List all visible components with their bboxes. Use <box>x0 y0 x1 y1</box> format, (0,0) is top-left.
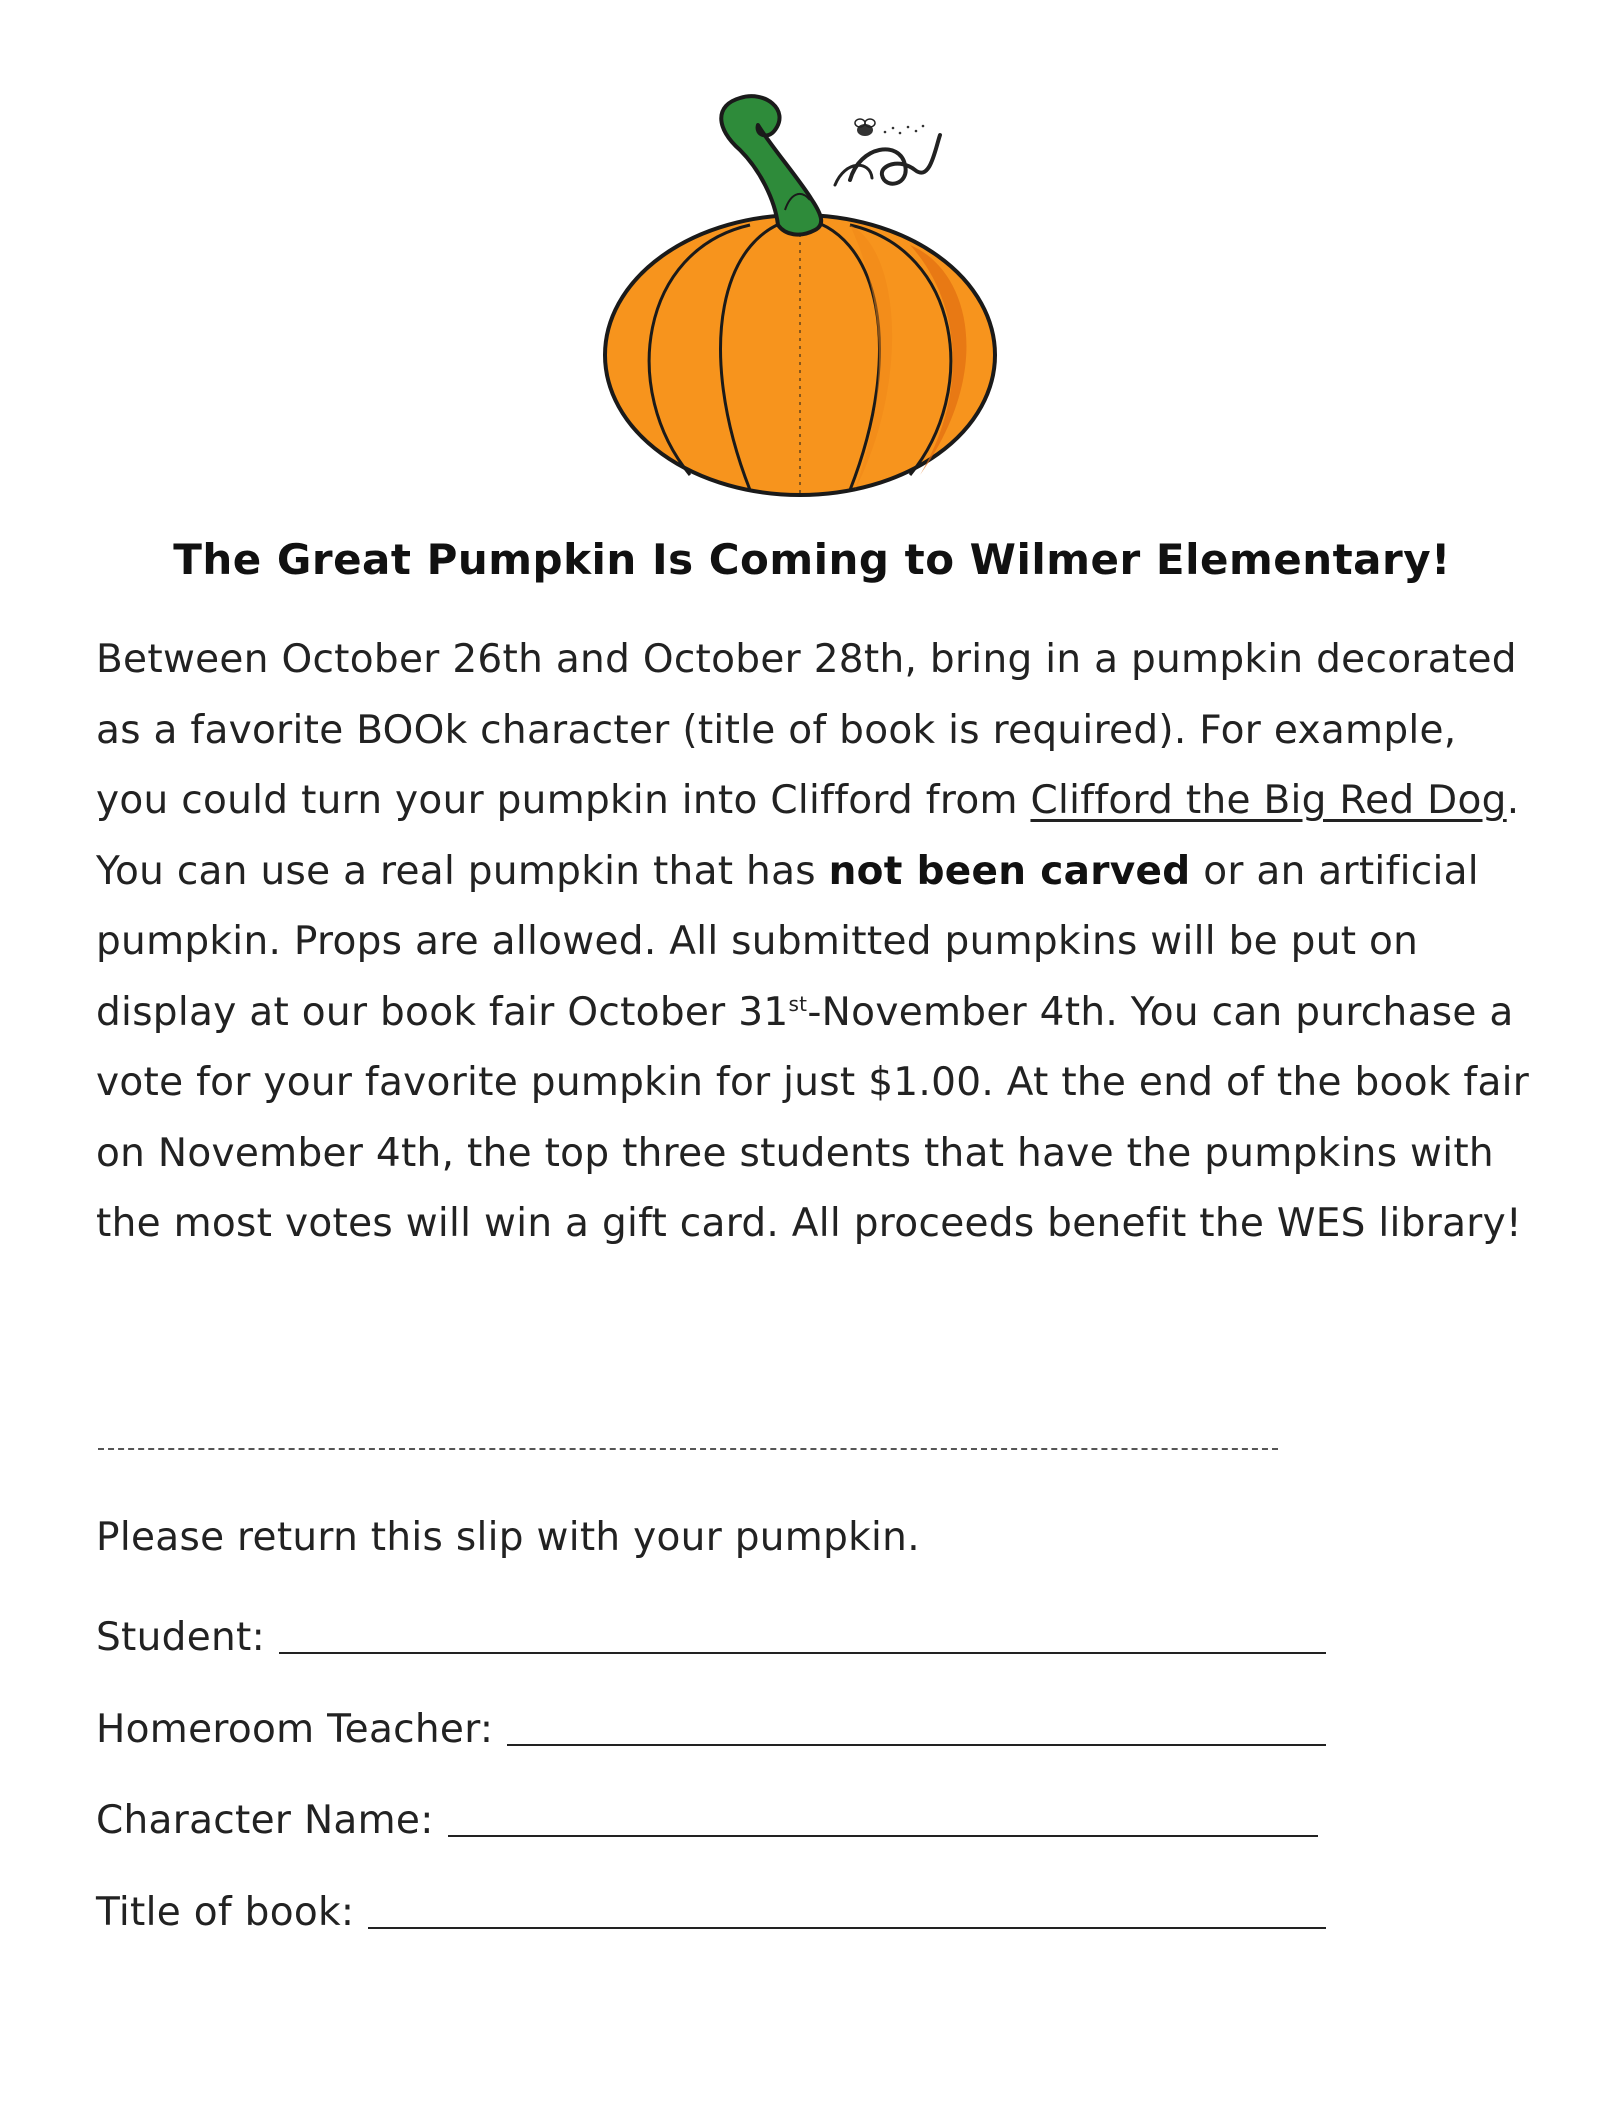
character-name-blank-line[interactable] <box>448 1835 1318 1837</box>
pumpkin-icon <box>600 90 1020 510</box>
character-name-label: Character Name: <box>96 1798 434 1843</box>
cut-here-divider <box>98 1448 1278 1450</box>
ordinal-suffix: st <box>788 991 808 1016</box>
return-slip-note: Please return this slip with your pumpkin. <box>96 1515 920 1560</box>
book-title-label: Title of book: <box>96 1890 355 1935</box>
homeroom-teacher-blank-line[interactable] <box>507 1744 1326 1746</box>
description-part-2: . You can use a real pumpkin that has <box>96 778 1520 894</box>
student-blank-line[interactable] <box>279 1652 1326 1654</box>
book-example-title: Clifford the Big Red Dog <box>1030 778 1507 823</box>
homeroom-teacher-label: Homeroom Teacher: <box>96 1707 494 1752</box>
description-part-3: or an artificial pumpkin. Props are allowed. All submitted pumpkins will be put on display at our book fair October 31 <box>96 848 1479 1035</box>
student-field <box>96 1600 1326 1660</box>
character-name-field <box>96 1783 1318 1843</box>
student-label: Student: <box>96 1615 266 1660</box>
homeroom-teacher-field <box>96 1692 1326 1752</box>
flyer-headline: The Great Pumpkin Is Coming to Wilmer Elementary! <box>173 535 1451 584</box>
description-part-1: Between October 26th and October 28th, bring in a pumpkin decorated as a favorite BOOk character (title of book is required). For example, you could turn your pumpkin into Clifford from <box>96 637 1517 823</box>
event-description <box>96 625 1536 1260</box>
not-carved-emphasis: not been carved <box>828 848 1191 894</box>
description-part-4: -November 4th. You can purchase a vote for your favorite pumpkin for just $1.00. At the end of the book fair on November 4th, the top three students that have the pumpkins with the most votes will win a gift card. All proceeds benefit the WES library! <box>96 989 1530 1246</box>
book-title-blank-line[interactable] <box>368 1927 1326 1929</box>
book-title-field <box>96 1875 1326 1935</box>
